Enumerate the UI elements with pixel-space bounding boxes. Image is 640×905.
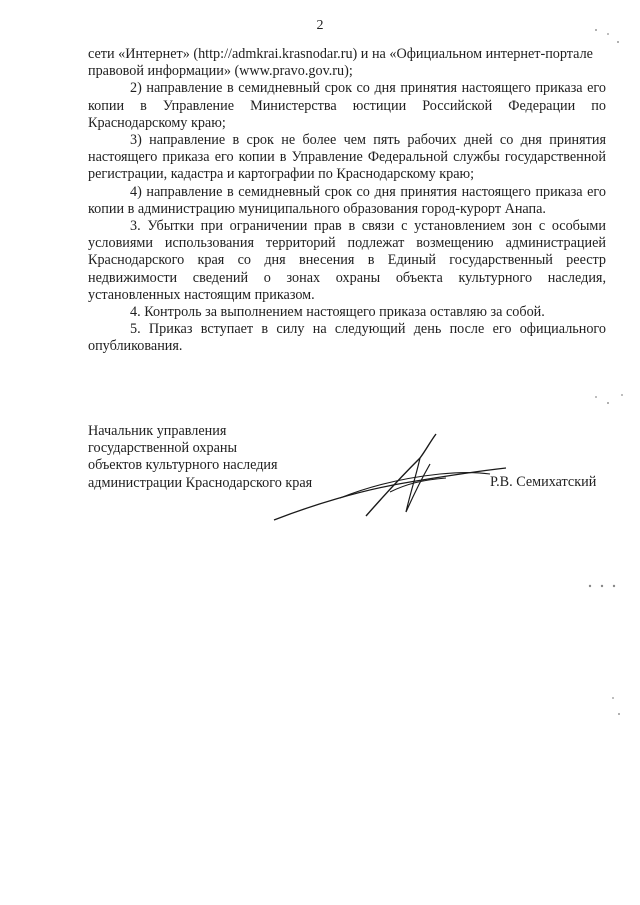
paragraph-section-3: 3. Убытки при ограничении прав в связи с установлением зон с особыми условиями использования территорий подлежат возмещению администрацией Краснодарского края со дня внесения в Единый государственный реестр недвижимости сведений о зонах охраны объекта культурного наследия, установленных настоящим приказом.	[88, 218, 606, 303]
signatory-title-line: объектов культурного наследия	[88, 457, 278, 474]
scan-artifact-mark	[588, 20, 628, 60]
signatory-title-line: государственной охраны	[88, 440, 238, 457]
paragraph-item-4: 4) направление в семидневный срок со дня принятия настоящего приказа его копии в администрацию муниципального образования город-курорт Анапа.	[88, 183, 606, 217]
paragraph-section-4: 4. Контроль за выполнением настоящего приказа оставляю за собой.	[130, 304, 545, 321]
paragraph-item-3: 3) направление в срок не более чем пять рабочих дней со дня принятия настоящего приказа его копии в Управление Федеральной службы государственной регистрации, кадастра и картографии по Краснодарскому краю;	[88, 132, 606, 183]
scan-artifact-mark	[605, 690, 640, 730]
paragraph-section-5: 5. Приказ вступает в силу на следующий день после его официального опубликования.	[88, 321, 606, 355]
paragraph-item-2: 2) направление в семидневный срок со дня принятия настоящего приказа его копии в Управление Министерства юстиции Российской Федерации по Краснодарскому краю;	[88, 80, 606, 131]
signatory-title-line: администрации Краснодарского края	[88, 474, 313, 491]
page-number: 2	[316, 18, 324, 33]
document-body	[88, 46, 606, 356]
signatory-title-line: Начальник управления	[88, 423, 227, 439]
scan-artifact-mark	[580, 570, 620, 610]
handwritten-signature	[270, 428, 510, 528]
scan-artifact-mark	[590, 385, 630, 425]
signatory-name: Р.В. Семихатский	[490, 474, 597, 490]
paragraph-publication-continued: сети «Интернет» (http://admkrai.krasnodar.ru) и на «Официальном интернет-портале правовой информации» (www.pravo.gov.ru);	[88, 46, 593, 80]
